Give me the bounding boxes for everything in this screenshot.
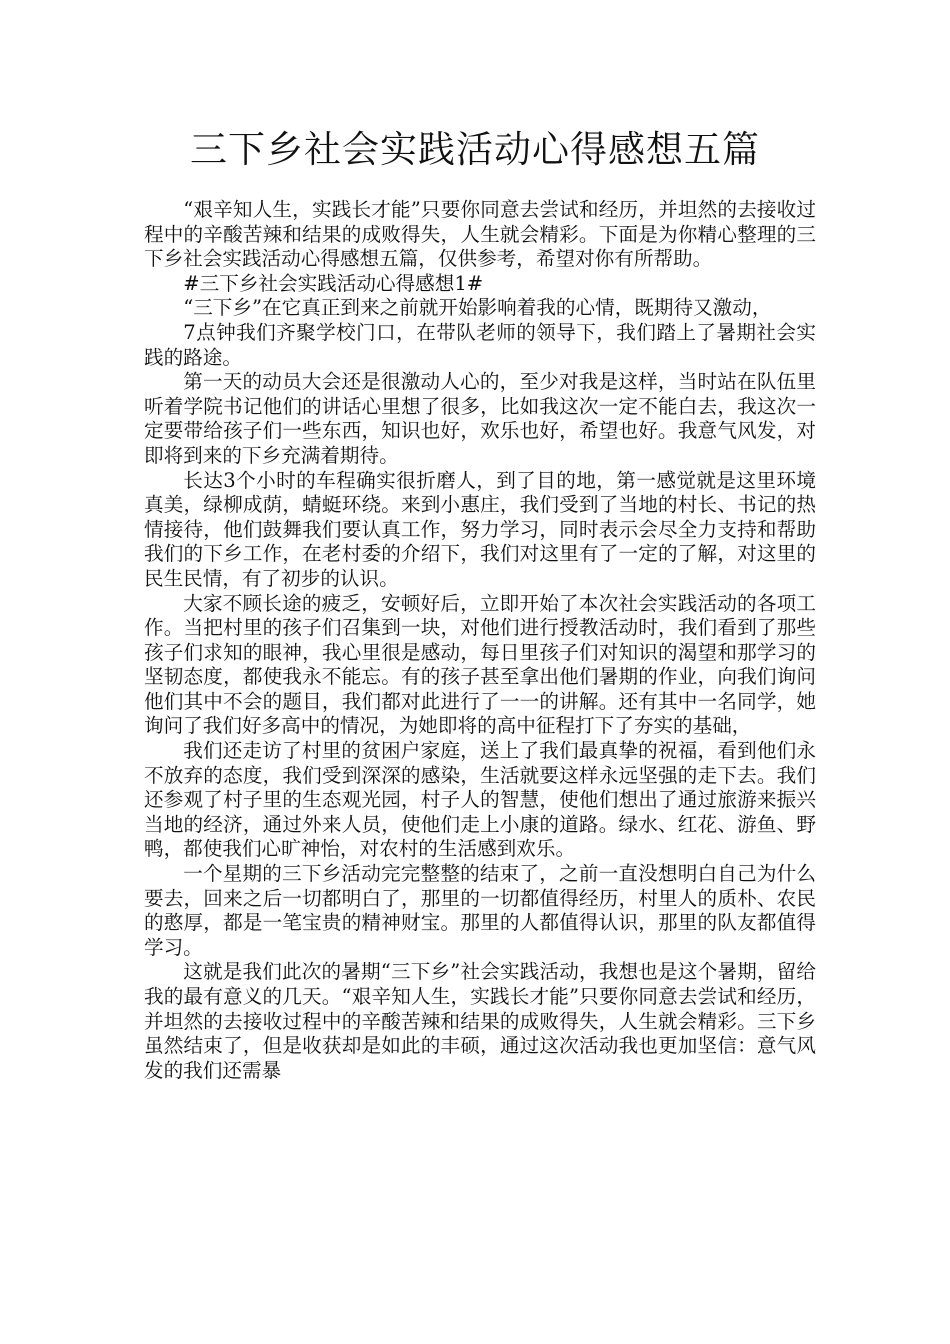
paragraph: 7点钟我们齐聚学校门口，在带队老师的领导下，我们踏上了暑期社会实践的路途。 — [144, 320, 816, 369]
section-heading: #三下乡社会实践活动心得感想1# — [183, 271, 484, 295]
paragraph: 长达3个小时的车程确实很折磨人，到了目的地，第一感觉就是这里环境真美，绿柳成荫，蜻蜓环绕。来到小惠庄，我们受到了当地的村长、书记的热情接待，他们鼓舞我们要认真工作，努力学习，同时表示会尽全力支持和帮助我们的下乡工作，在老村委的介绍下，我们对这里有了一定的了解，对这里的民生民情，有了初步的认识。 — [144, 468, 816, 590]
paragraph: 这就是我们此次的暑期“三下乡”社会实践活动，我想也是这个暑期，留给我的最有意义的几天。“艰辛知人生，实践长才能”只要你同意去尝试和经历，并坦然的去接收过程中的辛酸苦辣和结果的成败得失，人生就会精彩。三下乡虽然结束了，但是收获却是如此的丰硕，通过这次活动我也更加坚信：意气风发的我们还需暴 — [144, 960, 816, 1082]
paragraph: 我们还走访了村里的贫困户家庭，送上了我们最真挚的祝福，看到他们永不放弃的态度，我们受到深深的感染，生活就要这样永远坚强的走下去。我们还参观了村子里的生态观光园，村子人的智慧，使他们想出了通过旅游来振兴当地的经济，通过外来人员，使他们走上小康的道路。绿水、红花、游鱼、野鸭，都使我们心旷神怡，对农村的生活感到欢乐。 — [144, 739, 816, 861]
paragraph-intro: “艰辛知人生，实践长才能”只要你同意去尝试和经历，并坦然的去接收过程中的辛酸苦辣和结果的成败得失，人生就会精彩。下面是为你精心整理的三下乡社会实践活动心得感想五篇，仅供参考，希望对你有所帮助。 — [144, 198, 816, 271]
paragraph: 第一天的动员大会还是很激动人心的，至少对我是这样，当时站在队伍里听着学院书记他们的讲话心里想了很多，比如我这次一定不能白去，我这次一定要带给孩子们一些东西，知识也好，欢乐也好，希望也好。我意气风发，对即将到来的下乡充满着期待。 — [144, 370, 816, 467]
paragraph: 大家不顾长途的疲乏，安顿好后，立即开始了本次社会实践活动的各项工作。当把村里的孩子们召集到一块，对他们进行授教活动时，我们看到了那些孩子们求知的眼神，我心里很是感动，每日里孩子们对知识的渴望和那学习的坚韧态度，都使我永不能忘。有的孩子甚至拿出他们暑期的作业，向我们询问他们其中不会的题目，我们都对此进行了一一的讲解。还有其中一名同学，她询问了我们好多高中的情况，为她即将的高中征程打下了夯实的基础， — [144, 591, 816, 738]
document-title: 三下乡社会实践活动心得感想五篇 — [190, 128, 760, 171]
paragraph: “三下乡”在它真正到来之前就开始影响着我的心情，既期待又激动， — [183, 296, 772, 320]
document-body — [144, 198, 816, 1083]
paragraph: 一个星期的三下乡活动完完整整的结束了，之前一直没想明白自己为什么要去，回来之后一切都明白了，那里的一切都值得经历，村里人的质朴、农民的憨厚，都是一笔宝贵的精神财宝。那里的人都值得认识，那里的队友都值得学习。 — [144, 862, 816, 959]
